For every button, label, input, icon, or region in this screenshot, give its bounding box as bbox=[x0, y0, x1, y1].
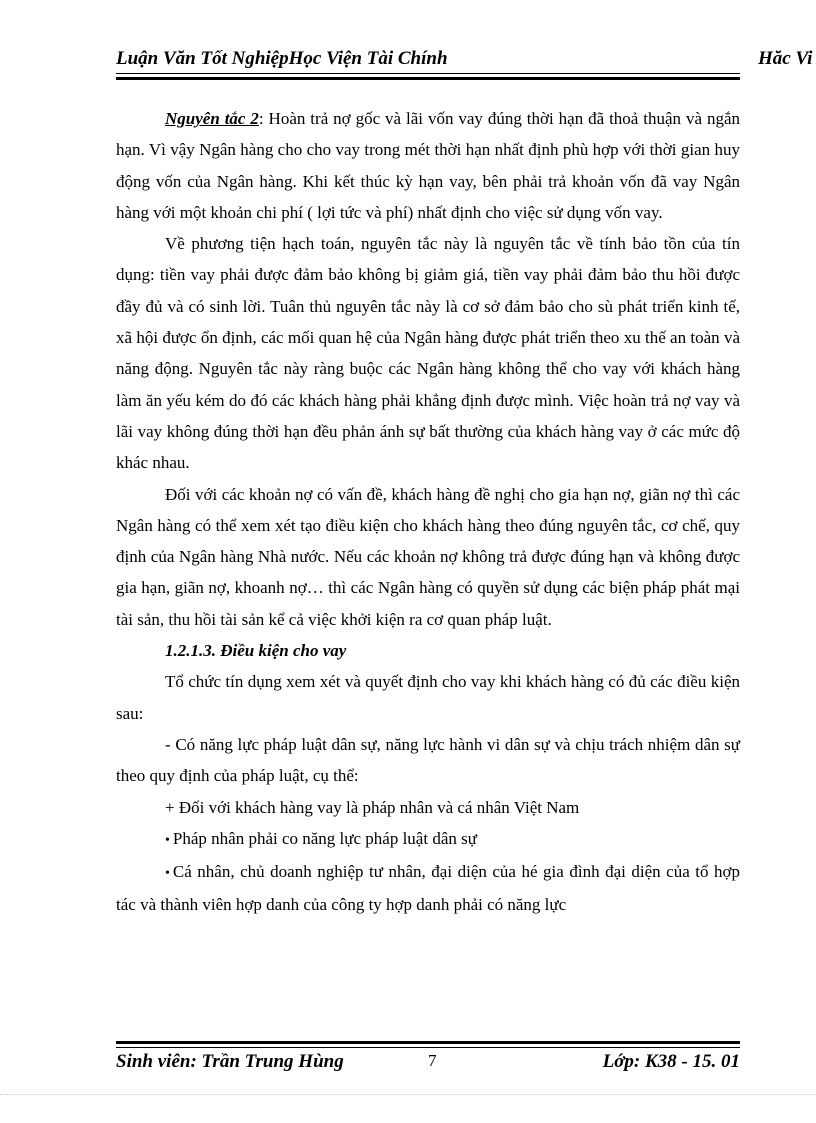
principle-2-text: : Hoàn trả nợ gốc và lãi vốn vay đúng thời hạn đã thoả thuận và ngắn hạn. Vì vậy Ngân hàng cho cho vay trong mét thời hạn nhất định phù hợp với thời gian huy động vốn của Ngân hàng. Khi kết thúc kỳ hạn vay, bên phải trả khoản vốn đã vay Ngân hàng với một khoản chi phí ( lợi tức và phí) nhất định cho việc sử dụng vốn vay. bbox=[116, 109, 741, 222]
paragraph-accounting: Về phương tiện hạch toán, nguyên tắc này là nguyên tắc về tính bảo tồn của tín dụng: tiền vay phải được đảm bảo không bị giảm giá, tiền vay phải đảm bảo thu hồi được đầy đủ và có sinh lời. Tuân thủ nguyên tắc này là cơ sở đảm bảo cho sù phát triển kinh tế, xã hội được ổn định, các mối quan hệ của Ngân hàng được phát triển theo xu thế an toàn và năng động. Nguyên tắc này ràng buộc các Ngân hàng không thể cho vay với khách hàng làm ăn yếu kém do đó các khách hàng phải khẳng định được mình. Việc hoàn trả nợ vay và lãi vay không đúng thời hạn đều phản ánh sự bất thường của khách hàng vay ở các mức độ khác nhau. bbox=[116, 234, 740, 473]
page-bottom-dotted-line bbox=[0, 1094, 816, 1095]
header-title: Luận Văn Tốt NghiệpHọc Viện Tài Chính bbox=[116, 48, 448, 69]
bullet-legal-entity-text: Pháp nhân phải co năng lực pháp luật dân sự bbox=[172, 828, 477, 848]
footer-class: Lớp: K38 - 15. 01 bbox=[602, 1051, 740, 1072]
header-rule-thick bbox=[116, 77, 740, 80]
footer-page-number: 7 bbox=[428, 1051, 437, 1070]
footer-student-name: Sinh viên: Trần Trung Hùng bbox=[116, 1051, 344, 1072]
document-body bbox=[116, 103, 740, 921]
paragraph-civil-capacity: - Có năng lực pháp luật dân sự, năng lực hành vi dân sự và chịu trách nhiệm dân sự theo quy định của pháp luật, cụ thể: bbox=[116, 734, 740, 786]
footer-rule-thin bbox=[116, 1047, 740, 1048]
paragraph-conditions-intro: Tổ chức tín dụng xem xét và quyết định cho vay khi khách hàng có đủ các điều kiện sau: bbox=[116, 672, 740, 723]
header-rule-thin bbox=[116, 73, 740, 74]
page-footer bbox=[116, 1049, 740, 1077]
bullet-legal-entity bbox=[116, 823, 740, 856]
paragraph-problem-loans: Đối với các khoản nợ có vấn đề, khách hàng đề nghị cho gia hạn nợ, giãn nợ thì các Ngân hàng có thể xem xét tạo điều kiện cho khách hàng theo đúng nguyên tắc, cơ chế, quy định của Ngân hàng Nhà nước. Nếu các khoản nợ không trả được đúng hạn và không được gia hạn, giãn nợ, khoanh nợ… thì các Ngân hàng có quyền sử dụng các biện pháp phát mại tài sản, thu hồi tài sản kể cả việc khởi kiện ra cơ quan pháp luật. bbox=[116, 484, 740, 629]
bullet-individuals-text: Cá nhân, chủ doanh nghiệp tư nhân, đại diện của hé gia đình đại diện của tổ hợp tác và thành viên hợp danh của công ty hợp danh phải có năng lực bbox=[116, 862, 740, 915]
paragraph-principle-2 bbox=[116, 103, 740, 228]
header-right-text: Hăc Vi bbox=[758, 48, 813, 69]
bullet-individuals bbox=[116, 856, 740, 921]
principle-2-label: Nguyên tắc 2 bbox=[165, 109, 259, 128]
bullet-icon bbox=[165, 829, 173, 848]
section-heading: 1.2.1.3. Điều kiện cho vay bbox=[165, 641, 347, 661]
paragraph-vietnam-borrowers: + Đối với khách hàng vay là pháp nhân và cá nhân Việt Nam bbox=[165, 797, 580, 817]
footer-rule-thick bbox=[116, 1041, 740, 1044]
bullet-icon bbox=[165, 862, 173, 881]
page-header bbox=[116, 48, 816, 74]
